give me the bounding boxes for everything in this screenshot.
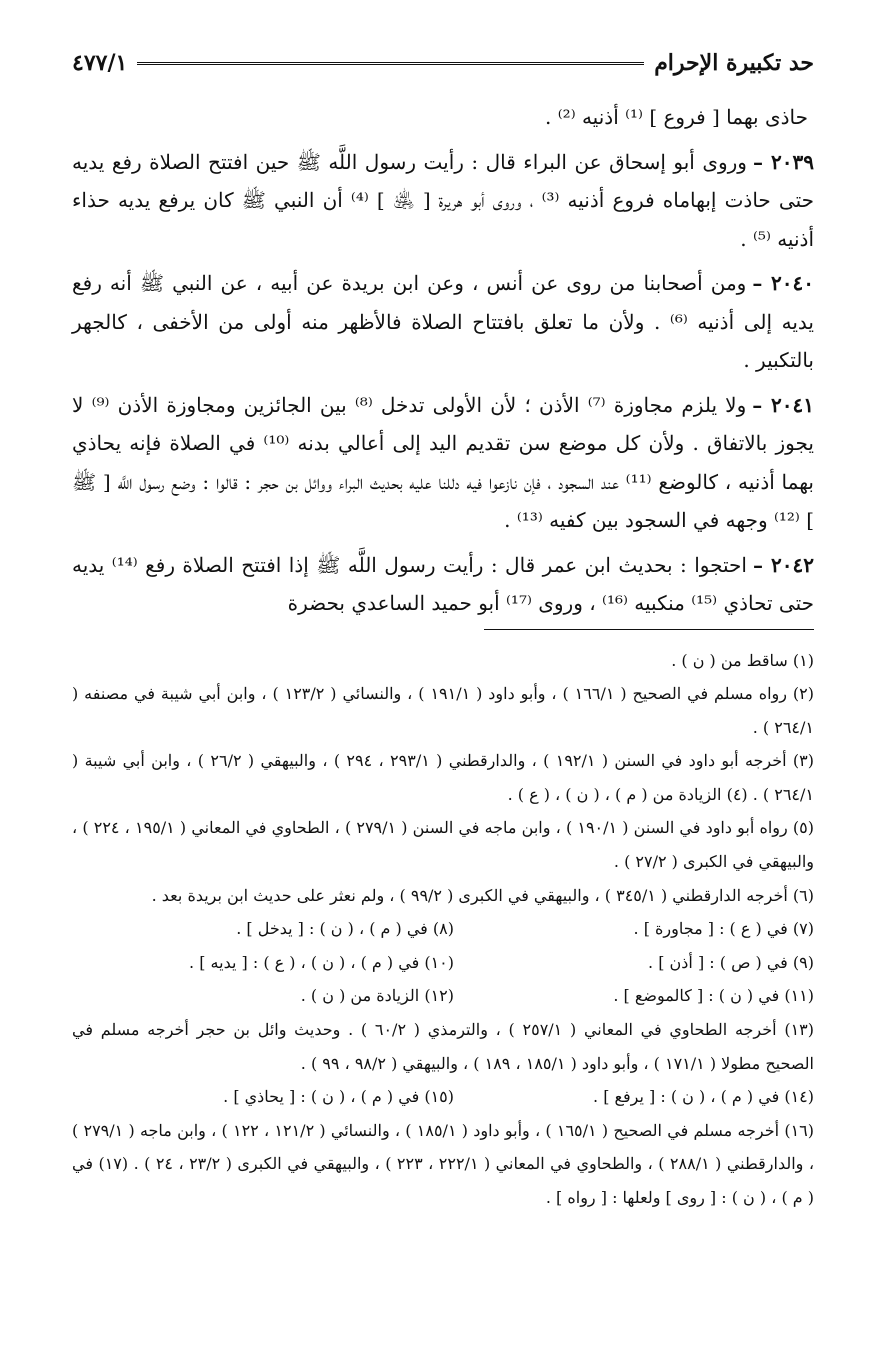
footnote: (٩) في ( ص ) : [ أذن ] .: [648, 952, 814, 972]
paragraph: [72, 386, 814, 540]
footnote-pair: [72, 946, 814, 980]
paragraph-number: ٢٠٤٢ –: [752, 552, 814, 577]
header-rule: [137, 62, 644, 65]
footnote: (٥) رواه أبو داود في السنن ( ١٩٠/١ ) ، وابن ماجه في السنن ( ٢٧٩/١ ) ، الطحاوي في المعاني ( ١٩٥/١ ، ٢٢٤ ) ، والبيهقي في الكبرى ( ٢٧/٢ ) .: [72, 818, 814, 872]
paragraph-text: وروى أبو إسحاق عن البراء قال : رأيت رسول اللَّه ﷺ حين افتتح الصلاة رفع يديه حتى حاذت إبهاماه فروع أذنيه ⁽³⁾ ، وروى أبو هريرة [ ﵁ ] ⁽⁴⁾ أن النبي ﷺ كان يرفع يديه حذاء أذنيه ⁽⁵⁾ .: [72, 149, 814, 251]
footnote: (١٠) في ( م ) ، ( ن ) ، ( ع ) : [ يديه ] .: [189, 952, 454, 972]
paragraph: [72, 546, 814, 623]
paragraph-text: ولا يلزم مجاوزة ⁽⁷⁾ الأذن ؛ لأن الأولى تدخل ⁽⁸⁾ بين الجائزين ومجاوزة الأذن ⁽⁹⁾ لا يجوز بالاتفاق . ولأن كل موضع سن تقديم اليد إلى أعالي بدنه ⁽¹⁰⁾ في الصلاة فإنه يحاذي بهما أذنيه ، كالوضع ⁽¹¹⁾ عند السجود ، فإن نازعوا فيه دللنا عليه بحديث البراء ووائل بن حجر : قالوا : وضع رسول اللَّه [ ﷺ ] ⁽¹²⁾ وجهه في السجود بين كفيه ⁽¹³⁾ .: [72, 392, 814, 532]
paragraph-text: ومن أصحابنا من روى عن أنس ، وعن ابن بريدة عن أبيه ، عن النبي ﷺ أنه رفع يديه إلى أذنيه ⁽⁶⁾ . ولأن ما تعلق بافتتاح الصلاة فالأظهر منه أولى من الأخفى ، كالجهر بالتكبير .: [72, 271, 814, 372]
footnote: (٧) في ( ع ) : [ مجاورة ] .: [633, 919, 814, 939]
footnote: (١٦) أخرجه مسلم في الصحيح ( ١٦٥/١ ) ، وأبو داود ( ١٨٥/١ ) ، والنسائي ( ١٢١/٢ ، ١٢٢ ) ، وابن ماجه ( ٢٧٩/١ ) ، والدارقطني ( ٢٨٨/١ ) ، والطحاوي في المعاني ( ٢٢٢/١ ، ٢٢٣ ) ، والبيهقي في الكبرى ( ٢٣/٢ ، ٢٤ ) . (١٧) في ( م ) ، ( ن ) : [ روى ] ولعلها : [ رواه ] .: [72, 1120, 815, 1207]
running-header: [72, 48, 814, 78]
footnote: (٦) أخرجه الدارقطني ( ٣٤٥/١ ) ، والبيهقي في الكبرى ( ٩٩/٢ ) ، ولم نعثر على حديث ابن بريدة بعد .: [151, 885, 814, 905]
page-number: ٤٧٧/١: [72, 50, 128, 76]
footnote-pair: [72, 912, 814, 946]
footnote: (١٢) الزيادة من ( ن ) .: [300, 986, 454, 1006]
header-title: حد تكبيرة الإحرام: [654, 50, 814, 76]
paragraph: [72, 143, 814, 259]
paragraph-number: ٢٠٣٩ –: [752, 149, 814, 174]
footnote: (١) ساقط من ( ن ) .: [671, 650, 814, 670]
paragraph-number: ٢٠٤٠ –: [752, 271, 815, 295]
footnote: (٣) أخرجه أبو داود في السنن ( ١٩٢/١ ) ، والدارقطني ( ٢٩٣/١ ، ٢٩٤ ) ، والبيهقي ( ٢٦/٢ ) ، وابن أبي شيبة ( ٢٦٤/١ ) . (٤) الزيادة من ( م ) ، ( ن ) ، ( ع ) .: [72, 751, 814, 804]
footnote: (١١) في ( ن ) : [ كالموضع ] .: [613, 986, 814, 1006]
paragraph: [72, 264, 814, 380]
footnote-pair: [72, 979, 814, 1013]
paragraph-text: احتجوا : بحديث ابن عمر قال : رأيت رسول اللَّه ﷺ إذا افتتح الصلاة رفع ⁽¹⁴⁾ يديه حتى تحاذي ⁽¹⁵⁾ منكبيه ⁽¹⁶⁾ ، وروى ⁽¹⁷⁾ أبو حميد الساعدي بحضرة: [72, 552, 814, 615]
footnote-separator: [484, 629, 814, 630]
footnote: (١٥) في ( م ) ، ( ن ) : [ يحاذي ] .: [223, 1087, 454, 1107]
footnote: (١٤) في ( م ) ، ( ن ) : [ يرفع ] .: [593, 1087, 814, 1107]
paragraph: [72, 98, 814, 137]
paragraph-number: ٢٠٤١ –: [752, 392, 815, 417]
footnote: (٢) رواه مسلم في الصحيح ( ١٦٦/١ ) ، وأبو داود ( ١٩١/١ ) ، والنسائي ( ١٢٣/٢ ) ، وابن أبي شيبة في مصنفه ( ٢٦٤/١ ) .: [72, 684, 815, 737]
book-page: [72, 48, 814, 1215]
footnote: (٨) في ( م ) ، ( ن ) : [ يدخل ] .: [236, 919, 454, 939]
paragraph-text: حاذى بهما [ فروع ] ⁽¹⁾ أذنيه ⁽²⁾ .: [545, 105, 808, 129]
footnotes: [72, 644, 814, 1215]
main-text: [72, 98, 814, 623]
footnote: (١٣) أخرجه الطحاوي في المعاني ( ٢٥٧/١ ) ، والترمذي ( ٦٠/٢ ) . وحديث وائل بن حجر أخرجه مسلم في الصحيح مطولا ( ١٧١/١ ) ، وأبو داود ( ١٨٥/١ ، ١٨٩ ) ، والبيهقي ( ٩٨/٢ ، ٩٩ ) .: [72, 1020, 815, 1073]
footnote-pair: [72, 1080, 814, 1114]
